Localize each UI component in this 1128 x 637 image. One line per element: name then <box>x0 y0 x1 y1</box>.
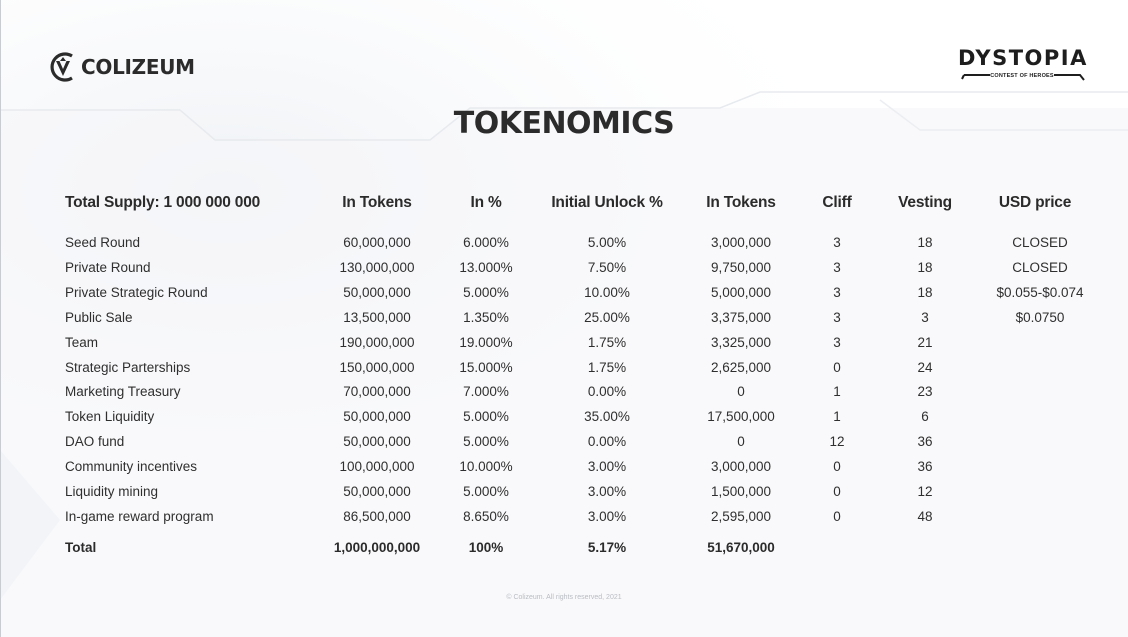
table-cell: 21 <box>917 335 933 350</box>
table-cell: 17,500,000 <box>707 409 775 424</box>
table-row-label: DAO fund <box>65 434 125 449</box>
table-cell: 3 <box>833 260 841 275</box>
copyright-footer: © Colizeum. All rights reserved, 2021 <box>506 594 622 601</box>
table-row-label: Liquidity mining <box>65 484 159 499</box>
table-cell: 18 <box>917 285 933 300</box>
table-cell: 0 <box>833 509 841 524</box>
table-cell: 24 <box>917 360 933 375</box>
total-unlock-tokens: 51,670,000 <box>707 540 775 555</box>
table-cell: 12 <box>829 434 845 449</box>
table-cell: 3 <box>833 235 841 250</box>
table-row-label: Seed Round <box>65 235 141 250</box>
table-row-label: Team <box>65 335 99 350</box>
table-cell: 0 <box>833 484 841 499</box>
colizeum-wordmark: COLIZEUM <box>81 55 195 79</box>
table-cell: 1 <box>833 384 841 399</box>
table-row-label: In-game reward program <box>65 509 214 524</box>
table-cell: 130,000,000 <box>339 260 415 275</box>
table-cell: 48 <box>917 509 933 524</box>
table-cell: 50,000,000 <box>343 409 411 424</box>
table-cell: 3,325,000 <box>710 335 772 350</box>
table-cell: 3 <box>833 335 841 350</box>
header-initial-unlock: Initial Unlock % <box>551 194 663 211</box>
table-cell: 1.350% <box>463 310 509 325</box>
table-cell: 1.75% <box>587 360 627 375</box>
table-row-label: Private Strategic Round <box>65 285 208 300</box>
table-cell: 13.000% <box>459 260 513 275</box>
header-in-tokens: In Tokens <box>342 194 412 211</box>
table-cell: 1,500,000 <box>710 484 772 499</box>
table-cell: 2,595,000 <box>710 509 772 524</box>
table-cell: 5.000% <box>463 484 509 499</box>
table-cell: 6 <box>921 409 929 424</box>
total-initial-unlock: 5.17% <box>587 540 627 555</box>
table-cell: 0 <box>833 459 841 474</box>
table-cell: 190,000,000 <box>339 335 415 350</box>
page-title: TOKENOMICS <box>453 106 675 141</box>
table-cell: 9,750,000 <box>710 260 772 275</box>
table-cell: 3,000,000 <box>710 459 772 474</box>
table-cell: 50,000,000 <box>343 285 411 300</box>
table-cell: 3.00% <box>587 459 627 474</box>
table-cell: 19.000% <box>459 335 513 350</box>
table-cell: 5.000% <box>463 434 509 449</box>
table-cell: 2,625,000 <box>710 360 772 375</box>
table-cell: 150,000,000 <box>339 360 415 375</box>
table-row-label: Private Round <box>65 260 151 275</box>
table-cell: CLOSED <box>1012 235 1068 250</box>
table-cell: 5.000% <box>463 285 509 300</box>
header-vesting: Vesting <box>898 194 952 211</box>
table-cell: 12 <box>917 484 933 499</box>
table-cell: 6.000% <box>463 235 509 250</box>
table-cell: 1.75% <box>587 335 627 350</box>
table-cell: 1 <box>833 409 841 424</box>
dystopia-wordmark: DYSTOPIA <box>958 46 1088 70</box>
table-cell: $0.0750 <box>1015 310 1065 325</box>
table-cell: 7.50% <box>587 260 627 275</box>
table-cell: 5,000,000 <box>710 285 772 300</box>
table-cell: 60,000,000 <box>343 235 411 250</box>
total-label: Total <box>65 540 97 555</box>
table-row-label: Public Sale <box>65 310 133 325</box>
table-cell: 3 <box>833 310 841 325</box>
table-cell: 10.00% <box>584 285 630 300</box>
table-cell: 0 <box>833 360 841 375</box>
table-row-label: Marketing Treasury <box>65 384 181 399</box>
total-percent: 100% <box>468 540 504 555</box>
table-cell: 3.00% <box>587 509 627 524</box>
header-in-percent: In % <box>470 194 502 211</box>
table-cell: 3,375,000 <box>710 310 772 325</box>
table-cell: 3,000,000 <box>710 235 772 250</box>
dystopia-tagline: CONTEST OF HEROES <box>990 73 1054 79</box>
table-cell: 50,000,000 <box>343 484 411 499</box>
table-cell: 3 <box>921 310 929 325</box>
table-cell: 3 <box>833 285 841 300</box>
table-cell: 35.00% <box>584 409 630 424</box>
header-usd-price: USD price <box>998 194 1072 211</box>
table-cell: 7.000% <box>463 384 509 399</box>
table-cell: 25.00% <box>584 310 630 325</box>
table-cell: 18 <box>917 235 933 250</box>
table-cell: 13,500,000 <box>343 310 411 325</box>
table-cell: 8.650% <box>463 509 509 524</box>
table-cell: 23 <box>917 384 933 399</box>
table-cell: 0 <box>737 384 745 399</box>
table-row-label: Community incentives <box>65 459 198 474</box>
table-cell: 100,000,000 <box>339 459 415 474</box>
table-cell: 0.00% <box>587 384 627 399</box>
table-cell: 0 <box>737 434 745 449</box>
table-cell: CLOSED <box>1012 260 1068 275</box>
table-cell: 36 <box>917 434 933 449</box>
table-row-label: Token Liquidity <box>65 409 155 424</box>
table-cell: 0.00% <box>587 434 627 449</box>
table-cell: 5.000% <box>463 409 509 424</box>
table-cell: 70,000,000 <box>343 384 411 399</box>
table-cell: 18 <box>917 260 933 275</box>
table-cell: 10.000% <box>459 459 513 474</box>
table-cell: 86,500,000 <box>343 509 411 524</box>
table-cell: 15.000% <box>459 360 513 375</box>
header-total-supply: Total Supply: 1 000 000 000 <box>65 194 261 211</box>
table-cell: 5.00% <box>587 235 627 250</box>
total-tokens: 1,000,000,000 <box>333 540 421 555</box>
table-cell: 50,000,000 <box>343 434 411 449</box>
header-cliff: Cliff <box>822 194 852 211</box>
table-row-label: Strategic Parterships <box>65 360 191 375</box>
table-cell: 3.00% <box>587 484 627 499</box>
header-unlock-tokens: In Tokens <box>706 194 776 211</box>
table-cell: 36 <box>917 459 933 474</box>
table-cell: $0.055-$0.074 <box>996 285 1084 300</box>
